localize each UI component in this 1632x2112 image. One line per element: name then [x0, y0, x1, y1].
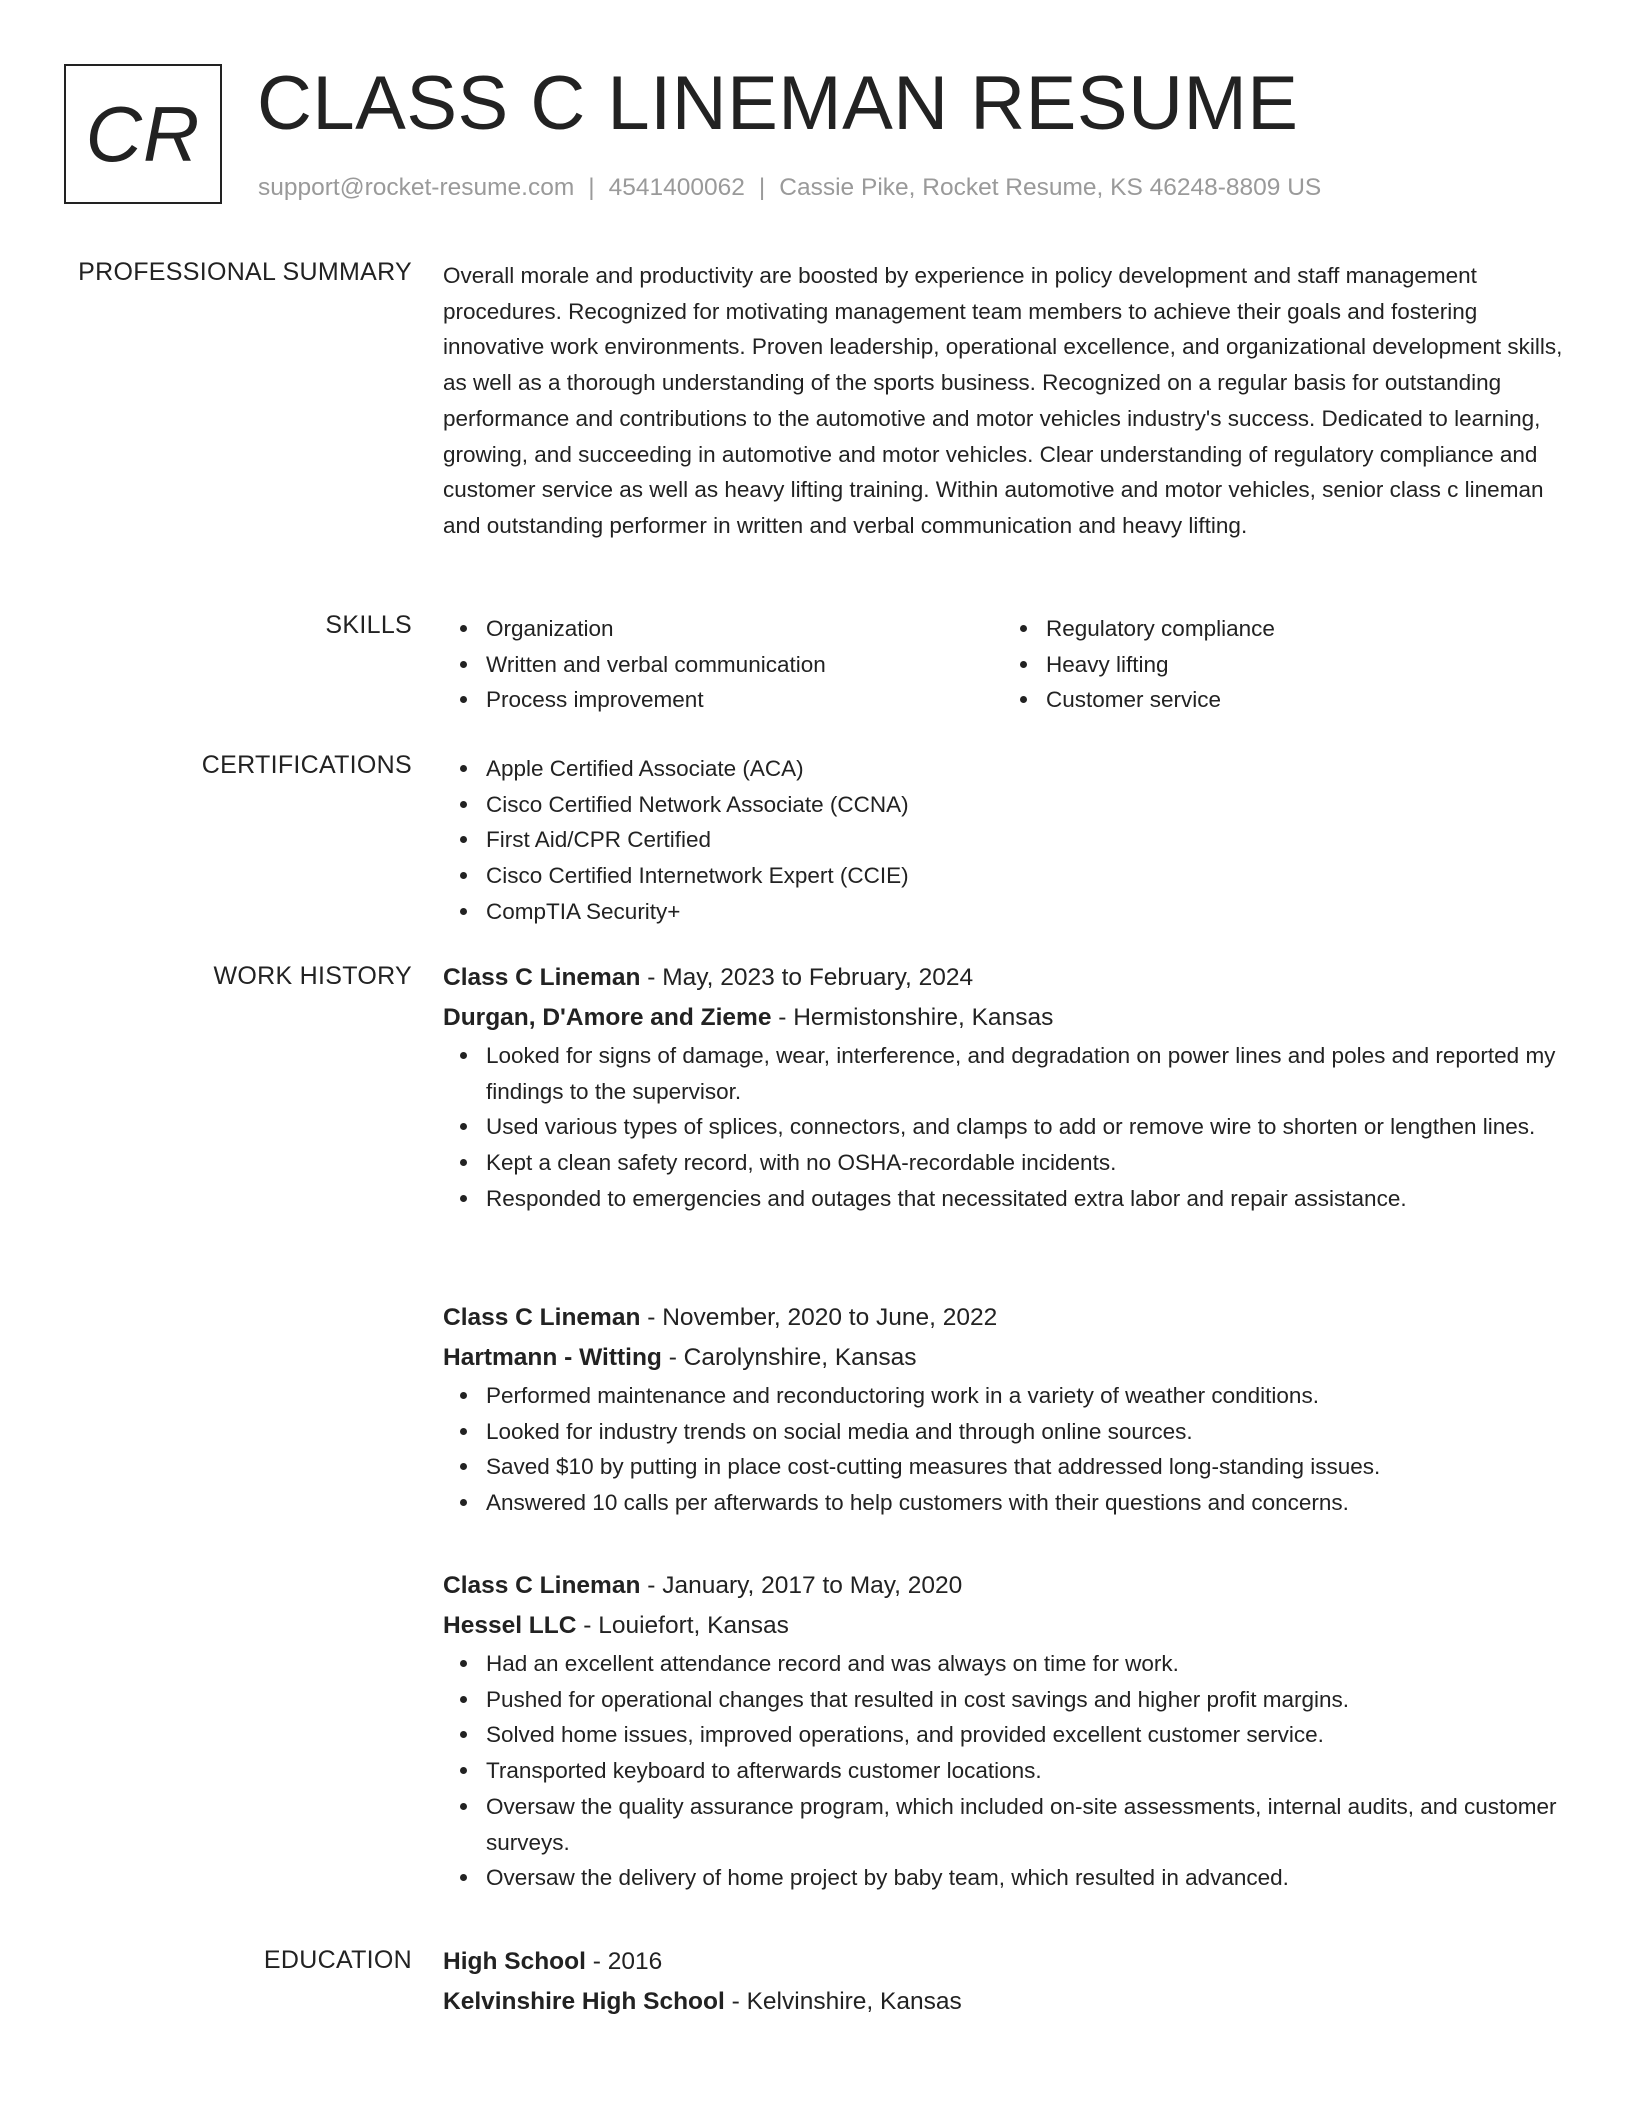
education-school-line	[443, 1982, 1563, 2022]
job-duty: Oversaw the delivery of home project by baby team, which resulted in advanced.	[486, 1860, 1563, 1896]
job-duties	[443, 1646, 1563, 1896]
job-duty: Looked for signs of damage, wear, interference, and degradation on power lines and poles and reported my findings to the supervisor.	[486, 1038, 1563, 1109]
skill-item: Written and verbal communication	[486, 647, 1003, 683]
job-dates: - January, 2017 to May, 2020	[640, 1572, 963, 1599]
monogram-logo: CR	[64, 64, 222, 204]
job-duty: Kept a clean safety record, with no OSHA-recordable incidents.	[486, 1145, 1563, 1181]
job-duty: Looked for industry trends on social media and through online sources.	[486, 1414, 1563, 1450]
job-dates: - November, 2020 to June, 2022	[640, 1304, 998, 1331]
skills-column-2	[1003, 611, 1563, 718]
skills-column-1	[443, 611, 1003, 718]
summary-text: Overall morale and productivity are boosted by experience in policy development and staff management procedures. Recognized for motivating management team members to achieve their goals and fostering innovative work environments. Proven leadership, operational excellence, and organizational development skills, as well as a thorough understanding of the sports business. Recognized on a regular basis for outstanding performance and contributions to the automotive and motor vehicles industry's success. Dedicated to learning, growing, and succeeding in automotive and motor vehicles. Clear understanding of regulatory compliance and customer service as well as heavy lifting training. Within automotive and motor vehicles, senior class c lineman and outstanding performer in written and verbal communication and heavy lifting.	[443, 263, 1563, 538]
education-school: Kelvinshire High School	[443, 1988, 725, 2015]
job-company: Hartmann - Witting	[443, 1344, 662, 1371]
job-title: Class C Lineman	[443, 964, 641, 991]
job-title-line	[443, 1298, 1563, 1338]
job-title-line	[443, 958, 1563, 998]
contact-address: Cassie Pike, Rocket Resume, KS 46248-8809 US	[779, 174, 1322, 201]
job-duty: Used various types of splices, connectors, and clamps to add or remove wire to shorten or lengthen lines.	[486, 1109, 1563, 1145]
job-duty: Had an excellent attendance record and was always on time for work.	[486, 1646, 1563, 1682]
contact-separator: |	[758, 174, 766, 201]
job-company: Hessel LLC	[443, 1612, 577, 1639]
certification-item: Cisco Certified Network Associate (CCNA)	[486, 787, 1563, 823]
job-duties	[443, 1378, 1563, 1521]
certification-item: Cisco Certified Internetwork Expert (CCIE)	[486, 858, 1563, 894]
job-duty: Pushed for operational changes that resulted in cost savings and higher profit margins.	[486, 1682, 1563, 1718]
resume-header	[64, 61, 1564, 214]
job-duties	[443, 1038, 1563, 1217]
certification-item: Apple Certified Associate (ACA)	[486, 751, 1563, 787]
job-location: - Carolynshire, Kansas	[661, 1344, 917, 1371]
job-duty: Answered 10 calls per afterwards to help customers with their questions and concerns.	[486, 1485, 1563, 1521]
education-year: - 2016	[585, 1948, 663, 1975]
job-entry	[443, 1298, 1563, 1521]
job-company-line	[443, 998, 1563, 1038]
contact-phone: 4541400062	[608, 174, 745, 201]
education-degree-line	[443, 1942, 1563, 1982]
skill-item: Heavy lifting	[1046, 647, 1563, 683]
certifications-list	[443, 751, 1563, 930]
job-duty: Oversaw the quality assurance program, which included on-site assessments, internal audits, and customer surveys.	[486, 1789, 1563, 1860]
job-duty: Transported keyboard to afterwards customer locations.	[486, 1753, 1563, 1789]
job-duty: Saved $10 by putting in place cost-cutting measures that addressed long-standing issues.	[486, 1449, 1563, 1485]
skills-heading: SKILLS	[325, 611, 412, 639]
education-location: - Kelvinshire, Kansas	[724, 1988, 962, 2015]
skills-grid	[443, 611, 1563, 718]
skill-item: Customer service	[1046, 682, 1563, 718]
job-company-line	[443, 1606, 1563, 1646]
job-duty: Responded to emergencies and outages that necessitated extra labor and repair assistance.	[486, 1181, 1563, 1217]
job-entry	[443, 958, 1563, 1217]
job-duty: Solved home issues, improved operations, and provided excellent customer service.	[486, 1717, 1563, 1753]
contact-email: support@rocket-resume.com	[258, 174, 575, 201]
job-dates: - May, 2023 to February, 2024	[640, 964, 974, 991]
job-entry	[443, 1566, 1563, 1896]
job-title: Class C Lineman	[443, 1304, 641, 1331]
summary-heading: PROFESSIONAL SUMMARY	[78, 258, 412, 286]
job-title-line	[443, 1566, 1563, 1606]
certification-item: CompTIA Security+	[486, 894, 1563, 930]
job-company: Durgan, D'Amore and Zieme	[443, 1004, 772, 1031]
education-degree: High School	[443, 1948, 586, 1975]
job-company-line	[443, 1338, 1563, 1378]
skill-item: Organization	[486, 611, 1003, 647]
education-entry	[443, 1942, 1563, 2022]
education-heading: EDUCATION	[263, 1946, 412, 1974]
contact-line	[258, 174, 1321, 202]
job-location: - Hermistonshire, Kansas	[771, 1004, 1054, 1031]
certifications-heading: CERTIFICATIONS	[201, 751, 412, 779]
skill-item: Process improvement	[486, 682, 1003, 718]
contact-separator: |	[588, 174, 595, 201]
certification-item: First Aid/CPR Certified	[486, 822, 1563, 858]
resume-title: CLASS C LINEMAN RESUME	[257, 61, 1299, 146]
job-duty: Performed maintenance and reconductoring work in a variety of weather conditions.	[486, 1378, 1563, 1414]
job-location: - Louiefort, Kansas	[576, 1612, 789, 1639]
job-title: Class C Lineman	[443, 1572, 641, 1599]
skill-item: Regulatory compliance	[1046, 611, 1563, 647]
work-history-heading: WORK HISTORY	[213, 962, 412, 990]
